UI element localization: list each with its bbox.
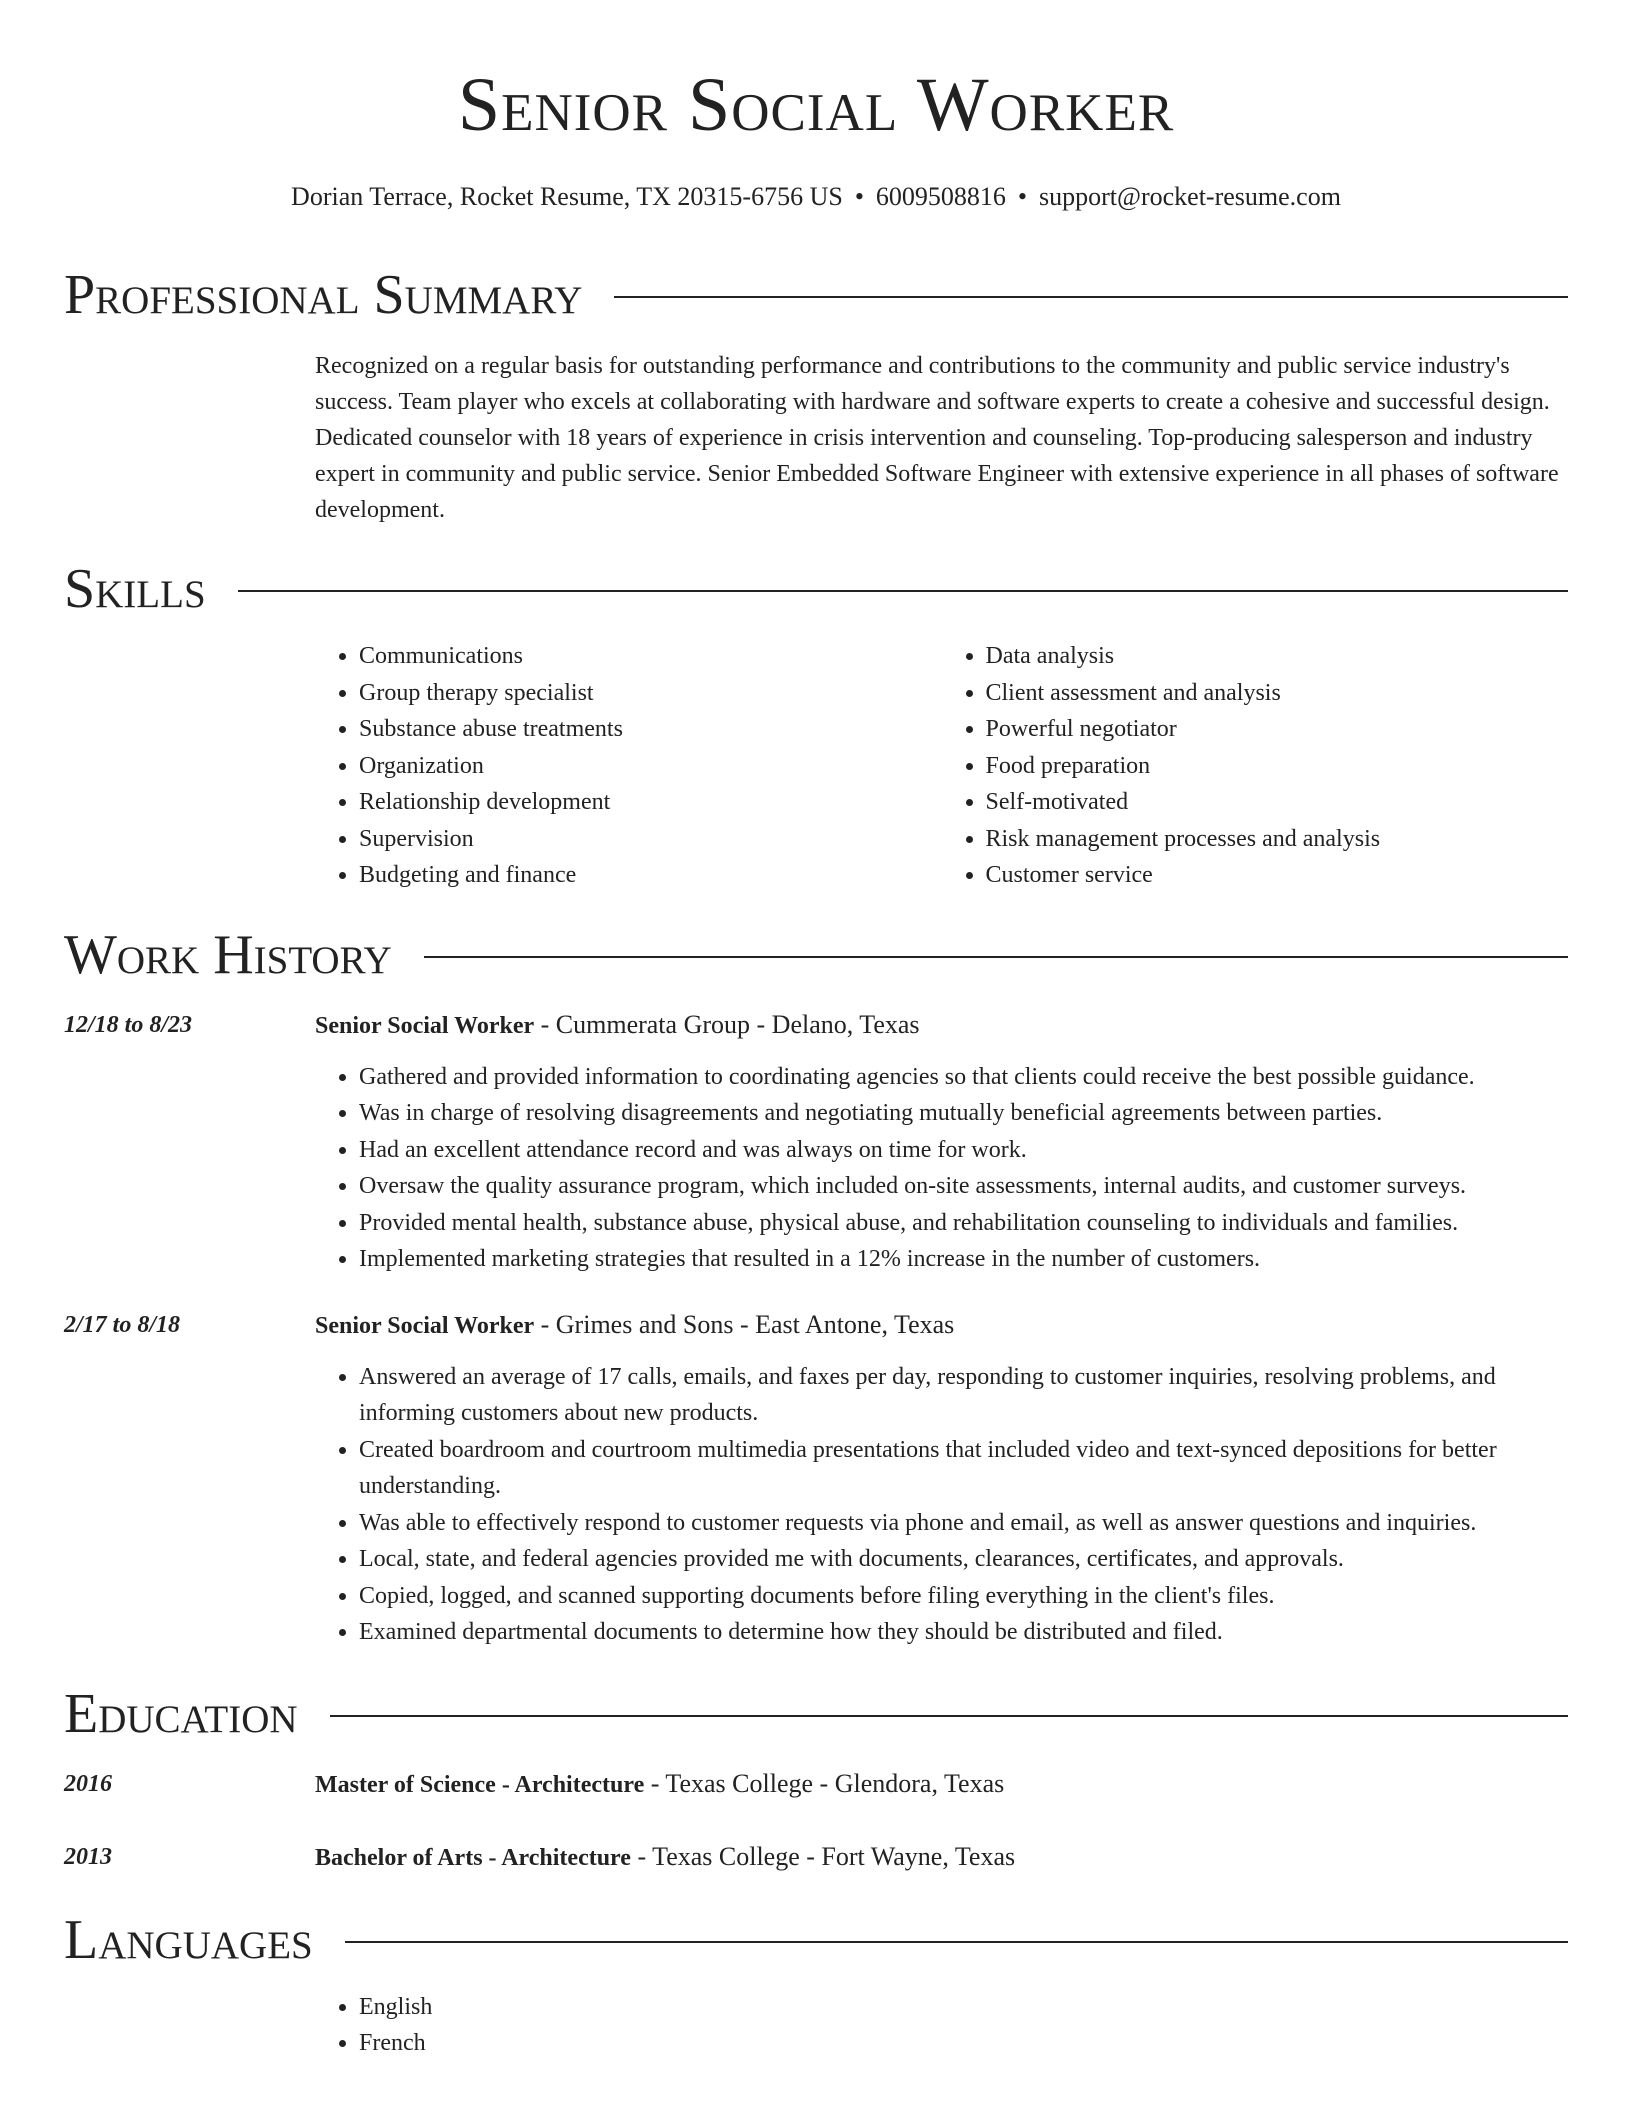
languages-list [315, 1989, 1568, 2062]
job-bullet: • Was able to effectively respond to customer requests via phone and email, as well as answer questions and inquiries. [359, 1505, 1568, 1542]
section-divider [614, 296, 1568, 298]
work-heading-row [64, 920, 1568, 990]
education-heading-row [64, 1679, 1568, 1749]
job-bullet: • Local, state, and federal agencies provided me with documents, clearances, certificates, and approvals. [359, 1541, 1568, 1578]
education-heading: Education [64, 1682, 298, 1745]
resume-header [64, 0, 1568, 214]
contact-separator: • [854, 182, 864, 211]
summary-heading-row [64, 260, 1568, 330]
skill-item: • Powerful negotiator [986, 711, 1569, 748]
skills-list-right [942, 638, 1569, 894]
skill-item: • Organization [359, 748, 942, 785]
job-title: Senior Social Worker [315, 1312, 535, 1339]
job-bullet: • Implemented marketing strategies that resulted in a 12% increase in the number of customers. [359, 1241, 1568, 1278]
contact-line [64, 180, 1568, 214]
skills-grid [315, 624, 1568, 894]
candidate-title: Senior Social Worker [457, 63, 1175, 147]
job-title-line [315, 1006, 1568, 1045]
job-details: - Cummerata Group - Delano, Texas [534, 1009, 920, 1039]
skill-item: • Risk management processes and analysis [986, 821, 1569, 858]
job-bullet: • Provided mental health, substance abuse, physical abuse, and rehabilitation counseling to individuals and families. [359, 1205, 1568, 1242]
job-bullet: • Examined departmental documents to determine how they should be distributed and filed. [359, 1614, 1568, 1651]
section-divider [330, 1715, 1568, 1717]
job-bullet: • Gathered and provided information to coordinating agencies so that clients could receive the best possible guidance. [359, 1059, 1568, 1096]
contact-phone: 6009508816 [875, 182, 1006, 211]
job-bullet: • Oversaw the quality assurance program, which included on-site assessments, internal audits, and customer surveys. [359, 1168, 1568, 1205]
job-bullet: • Had an excellent attendance record and was always on time for work. [359, 1132, 1568, 1169]
section-divider [238, 590, 1568, 592]
job-body [315, 1306, 1568, 1651]
job-date: 12/18 to 8/23 [64, 1011, 193, 1038]
job-bullets [315, 1345, 1568, 1651]
skill-item: • Group therapy specialist [359, 675, 942, 712]
job-bullet: • Created boardroom and courtroom multimedia presentations that included video and text-synced depositions for better understanding. [359, 1432, 1568, 1505]
section-divider [424, 956, 1568, 958]
education-section [64, 1679, 1568, 1877]
contact-separator: • [1017, 182, 1028, 211]
job-bullet: • Copied, logged, and scanned supporting documents before filing everything in the client's files. [359, 1578, 1568, 1615]
job-date: 2/17 to 8/18 [64, 1311, 181, 1338]
job-bullets [315, 1045, 1568, 1278]
skill-item: • Substance abuse treatments [359, 711, 942, 748]
summary-text: Recognized on a regular basis for outstanding performance and contributions to the community and public service industry's success. Team player who excels at collaborating with hardware and software experts to create a cohesive and successful design. Dedicated counselor with 18 years of experience in crisis intervention and counseling. Top-producing salesperson and industry expert in community and public service. Senior Embedded Software Engineer with extensive experience in all phases of software development. [315, 353, 1559, 523]
education-degree: Master of Science - Architecture [315, 1771, 645, 1798]
job-title: Senior Social Worker [315, 1012, 535, 1039]
work-history-section [64, 920, 1568, 1651]
skill-item: • Customer service [986, 857, 1569, 894]
education-details: - Texas College - Fort Wayne, Texas [630, 1841, 1016, 1871]
languages-heading-row [64, 1905, 1568, 1975]
education-degree: Bachelor of Arts - Architecture [315, 1844, 631, 1871]
summary-heading: Professional Summary [64, 264, 583, 326]
education-line [315, 1838, 1568, 1877]
summary-content [315, 330, 1568, 528]
job-entry [64, 1006, 1568, 1278]
skill-item: • Data analysis [986, 638, 1569, 675]
skill-item: • Food preparation [986, 748, 1569, 785]
skill-item: • Client assessment and analysis [986, 675, 1569, 712]
job-bullet: • Was in charge of resolving disagreements and negotiating mutually beneficial agreements between parties. [359, 1095, 1568, 1132]
skills-heading: Skills [64, 558, 206, 620]
skill-item: • Supervision [359, 821, 942, 858]
skill-item: • Communications [359, 638, 942, 675]
education-entry [64, 1765, 1568, 1804]
education-line [315, 1765, 1568, 1804]
job-title-line [315, 1306, 1568, 1345]
education-body [315, 1838, 1568, 1877]
summary-section [64, 260, 1568, 528]
education-year: 2013 [64, 1843, 112, 1870]
languages-heading: Languages [64, 1908, 313, 1971]
skill-item: • Budgeting and finance [359, 857, 942, 894]
job-entry [64, 1306, 1568, 1651]
job-bullet: • Answered an average of 17 calls, emails, and faxes per day, responding to customer inquiries, resolving problems, and informing customers about new products. [359, 1359, 1568, 1432]
job-details: - Grimes and Sons - East Antone, Texas [534, 1309, 955, 1339]
work-heading: Work History [64, 923, 392, 986]
skills-heading-row [64, 554, 1568, 624]
job-body [315, 1006, 1568, 1278]
education-year: 2016 [64, 1770, 112, 1797]
contact-email: support@rocket-resume.com [1039, 182, 1341, 211]
education-details: - Texas College - Glendora, Texas [644, 1768, 1005, 1798]
education-entry [64, 1838, 1568, 1877]
language-item: • English [359, 1989, 1568, 2026]
languages-content [315, 1975, 1568, 2062]
skills-list-left [315, 638, 942, 894]
skill-item: • Self-motivated [986, 784, 1569, 821]
education-body [315, 1765, 1568, 1804]
skill-item: • Relationship development [359, 784, 942, 821]
skills-section [64, 554, 1568, 894]
language-item: • French [359, 2025, 1568, 2062]
contact-address: Dorian Terrace, Rocket Resume, TX 20315-6756 US [291, 182, 843, 211]
section-divider [345, 1941, 1568, 1943]
languages-section [64, 1905, 1568, 2062]
